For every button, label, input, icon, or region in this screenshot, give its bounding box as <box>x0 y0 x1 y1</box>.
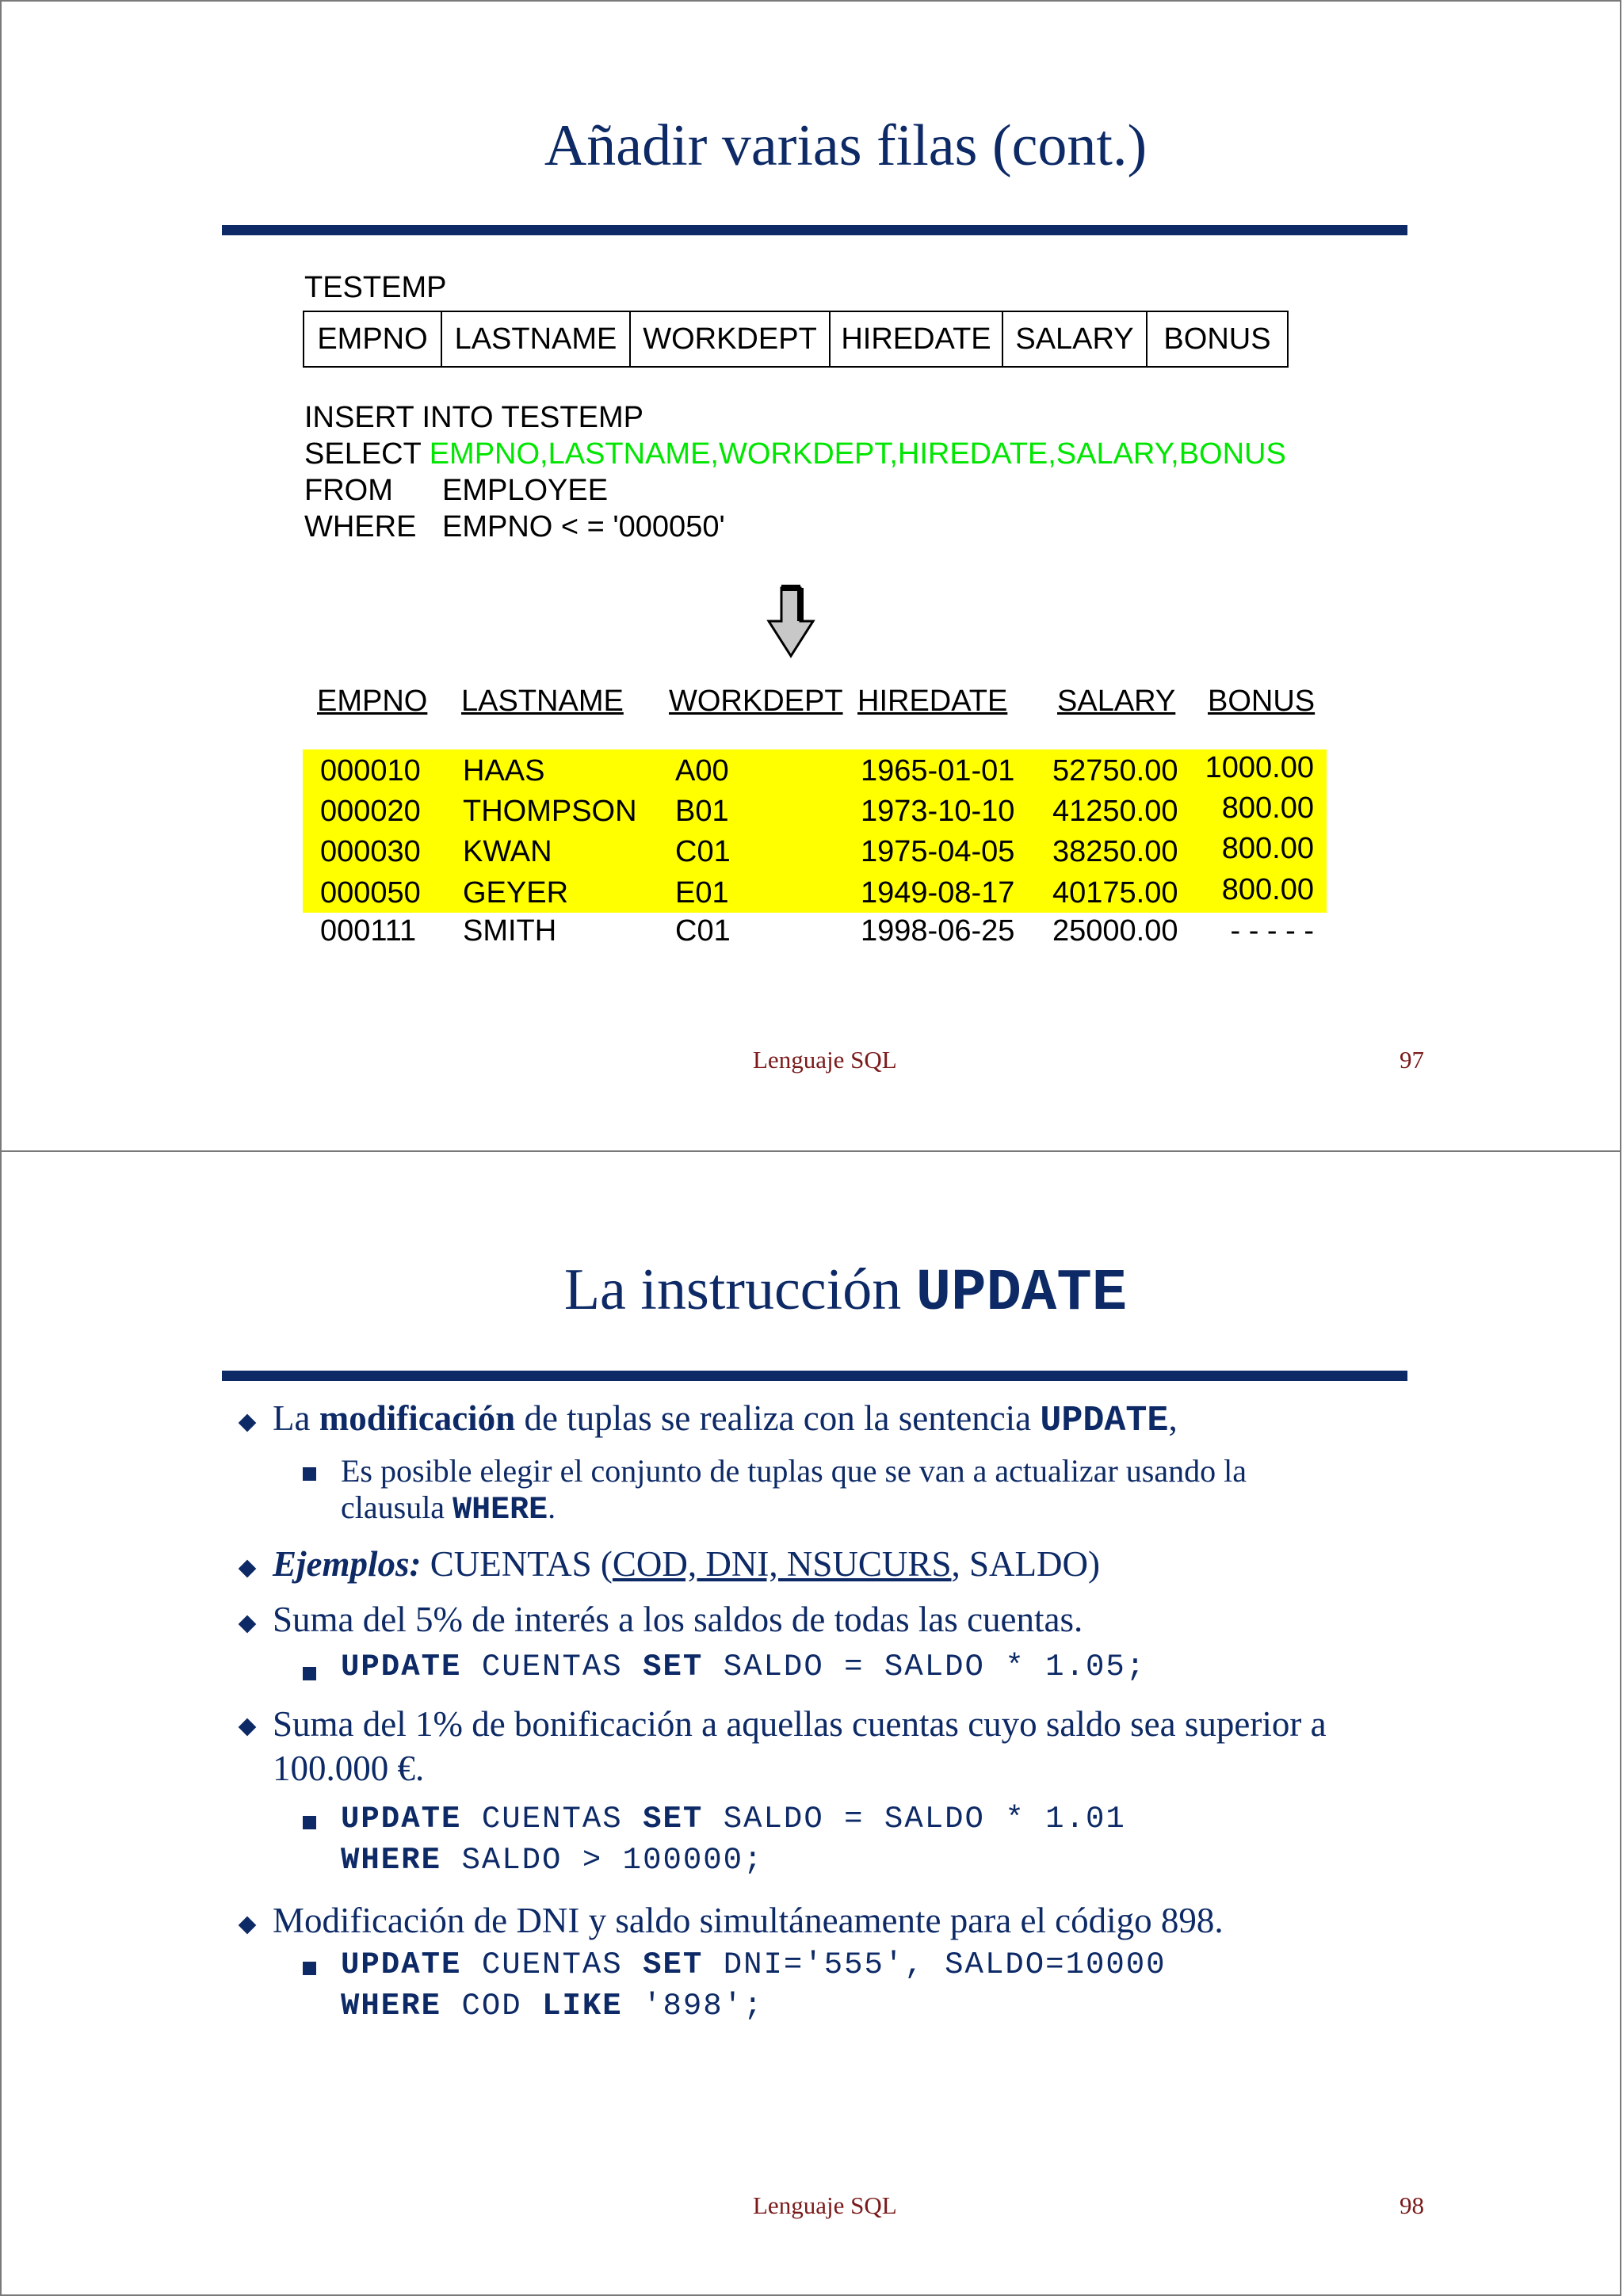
code-text: '898'; <box>643 1989 764 2023</box>
testemp-columns <box>303 311 1289 368</box>
square-bullet-icon <box>303 1962 316 1975</box>
slide-98 <box>0 1150 1621 2296</box>
table-cell: 1965-01-01 <box>861 754 1015 788</box>
table-cell: 38250.00 <box>1052 835 1178 868</box>
code-example-1 <box>341 1650 1146 1684</box>
square-bullet-icon <box>303 1816 316 1829</box>
title-code: UPDATE <box>915 1261 1128 1327</box>
diamond-bullet-icon <box>239 1917 257 1935</box>
table-cell: 800.00 <box>1221 791 1314 825</box>
diamond-bullet-icon <box>239 1718 257 1737</box>
code-keyword: UPDATE <box>341 1947 462 1982</box>
footer-label: Lenguaje SQL <box>753 2191 897 2219</box>
table-cell: 000030 <box>320 835 421 868</box>
result-header-workdept: WORKDEPT <box>669 685 843 718</box>
bullet-interes: Suma del 5% de interés a los saldos de todas las cuentas. <box>273 1600 1083 1639</box>
page-number: 98 <box>1400 2191 1424 2219</box>
table-cell: 800.00 <box>1221 832 1314 865</box>
table-cell: KWAN <box>463 835 552 868</box>
table-cell: 000010 <box>320 754 421 788</box>
diamond-bullet-icon <box>239 1615 257 1634</box>
code-keyword: LIKE <box>542 1989 623 2023</box>
column-lastname: LASTNAME <box>442 312 631 366</box>
code-keyword: UPDATE <box>341 1802 462 1836</box>
sql-select-columns: EMPNO,LASTNAME,WORKDEPT,HIREDATE,SALARY,BONUS <box>429 437 1286 471</box>
column-salary: SALARY <box>1003 312 1148 366</box>
code-keyword: SET <box>643 1650 704 1684</box>
sql-from-value: EMPLOYEE <box>442 474 609 507</box>
code-keyword: WHERE <box>341 1989 442 2023</box>
code-keyword: UPDATE <box>1040 1401 1169 1441</box>
table-cell: SMITH <box>463 914 557 948</box>
text: , <box>1168 1398 1178 1438</box>
diamond-bullet-icon <box>239 1414 257 1432</box>
table-cell: A00 <box>675 754 729 788</box>
code-text: CUENTAS <box>481 1650 623 1684</box>
text: 100.000 €. <box>273 1749 425 1788</box>
table-cell: 000020 <box>320 795 421 828</box>
table-cell: B01 <box>675 795 729 828</box>
result-header-hiredate: HIREDATE <box>857 685 1008 718</box>
code-keyword: UPDATE <box>341 1650 462 1684</box>
code-example-2 <box>341 1798 1126 1881</box>
down-arrow-icon <box>761 585 818 659</box>
diamond-bullet-icon <box>239 1560 257 1578</box>
sql-insert-line: INSERT INTO TESTEMP <box>304 401 643 434</box>
page-number: 97 <box>1400 1046 1424 1074</box>
table-cell: GEYER <box>463 876 569 910</box>
result-header-lastname: LASTNAME <box>461 685 624 718</box>
table-cell: 000050 <box>320 876 421 910</box>
text: Es posible elegir el conjunto de tuplas que se van a actualizar usando la <box>341 1453 1247 1489</box>
table-cell: E01 <box>675 876 729 910</box>
sql-where-line <box>304 509 1286 545</box>
code-text: CUENTAS <box>481 1802 623 1836</box>
underlined-keys: COD, DNI, NSUCURS <box>612 1544 952 1584</box>
italic-bold-text: Ejemplos: <box>273 1544 422 1584</box>
result-header-salary: SALARY <box>1057 685 1176 718</box>
title-underline <box>222 225 1407 235</box>
table-cell: 41250.00 <box>1052 795 1178 828</box>
square-bullet-icon <box>303 1467 316 1481</box>
bullet-modificacion <box>273 1398 1178 1441</box>
column-hiredate: HIREDATE <box>831 312 1003 366</box>
text: de tuplas se realiza con la sentencia <box>524 1398 1032 1438</box>
table-cell: 25000.00 <box>1052 914 1178 948</box>
table-cell: - - - - - <box>1230 914 1314 948</box>
text: La <box>273 1398 311 1438</box>
table-cell: THOMPSON <box>463 795 637 828</box>
bullet-dni: Modificación de DNI y saldo simultáneamente para el código 898. <box>273 1901 1224 1940</box>
table-cell: 40175.00 <box>1052 876 1178 910</box>
code-text: COD <box>461 1989 522 2023</box>
text: , SALDO) <box>951 1544 1100 1584</box>
title-underline <box>222 1371 1407 1381</box>
text-line <box>341 1489 1247 1529</box>
bold-text: modificación <box>319 1398 516 1438</box>
result-header-bonus: BONUS <box>1208 685 1316 718</box>
text: CUENTAS ( <box>430 1544 613 1584</box>
square-bullet-icon <box>303 1667 316 1680</box>
code-keyword: WHERE <box>453 1493 548 1528</box>
text: . <box>548 1489 556 1525</box>
code-example-3 <box>341 1944 1167 2027</box>
column-workdept: WORKDEPT <box>631 312 831 366</box>
sql-select-line <box>304 436 1286 472</box>
table-cell: 000111 <box>320 914 417 948</box>
sub-bullet-where <box>341 1453 1247 1529</box>
bullet-ejemplos <box>273 1543 1100 1585</box>
code-text: SALDO = SALDO * 1.01 <box>723 1802 1126 1836</box>
column-empno: EMPNO <box>304 312 442 366</box>
table-cell: 1949-08-17 <box>861 876 1015 910</box>
table-name: TESTEMP <box>304 271 447 304</box>
table-cell: C01 <box>675 835 731 868</box>
sql-from-keyword: FROM <box>304 474 393 507</box>
title-text: La instrucción <box>563 1257 902 1322</box>
slide-title <box>2 1257 1623 1327</box>
text: clausula <box>341 1489 445 1525</box>
code-keyword: SET <box>643 1802 704 1836</box>
table-cell: C01 <box>675 914 731 948</box>
code-text: CUENTAS <box>481 1947 623 1982</box>
code-keyword: WHERE <box>341 1843 442 1878</box>
table-cell: 800.00 <box>1221 873 1314 906</box>
sql-select-keyword: SELECT <box>304 437 422 471</box>
footer-label: Lenguaje SQL <box>753 1046 897 1074</box>
code-keyword: SET <box>643 1947 704 1982</box>
table-cell: 1975-04-05 <box>861 835 1015 868</box>
sql-from-line <box>304 472 1286 509</box>
sql-statement <box>304 399 1286 545</box>
table-cell: 1000.00 <box>1205 751 1314 784</box>
sql-where-value: EMPNO < = '000050' <box>442 510 725 543</box>
text: Suma del 1% de bonificación a aquellas cuentas cuyo saldo sea superior a <box>273 1704 1327 1744</box>
column-bonus: BONUS <box>1163 322 1271 356</box>
table-cell: 52750.00 <box>1052 754 1178 788</box>
code-text: SALDO > 100000; <box>461 1843 764 1878</box>
sql-where-keyword: WHERE <box>304 510 417 543</box>
code-text: SALDO = SALDO * 1.05; <box>723 1650 1147 1684</box>
slide-title: Añadir varias filas (cont.) <box>544 113 1148 178</box>
bullet-bonificacion <box>273 1702 1327 1791</box>
table-cell: 1998-06-25 <box>861 914 1015 948</box>
table-cell: HAAS <box>463 754 545 788</box>
table-cell: 1973-10-10 <box>861 795 1015 828</box>
result-header-empno: EMPNO <box>317 685 428 718</box>
code-text: DNI='555', SALDO=10000 <box>723 1947 1167 1982</box>
